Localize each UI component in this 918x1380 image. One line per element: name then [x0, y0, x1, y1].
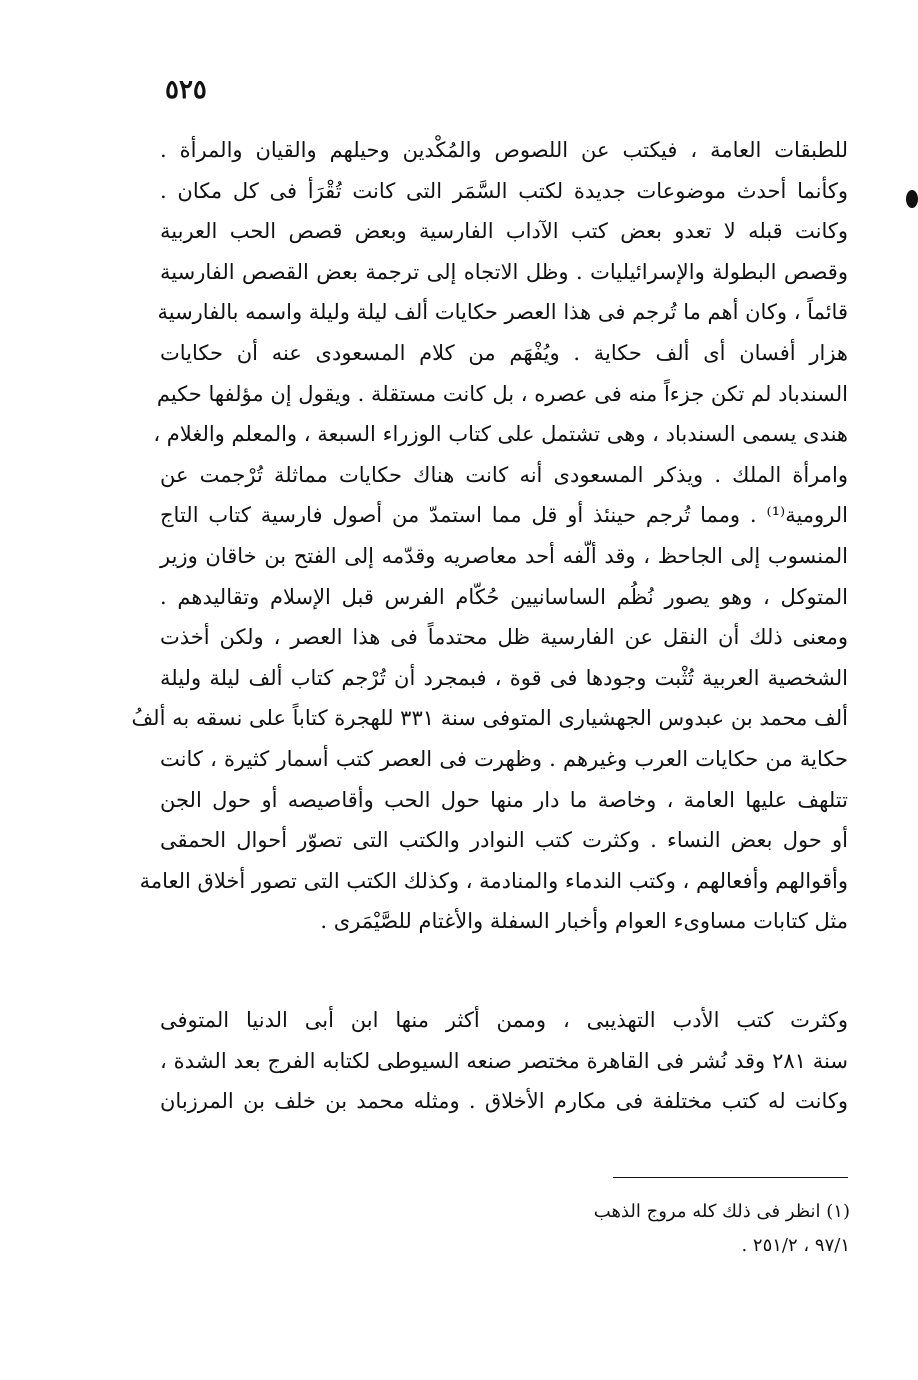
paragraph-2: [160, 1000, 848, 1122]
text-line: وأقوالهم وأفعالهم ، وكتب الندماء والمنادمة ، وكذلك الكتب التى تصور أخلاق العامة: [139, 868, 848, 893]
text-line: الشخصية العربية تُثْبت وجودها فى قوة ، فبمجرد أن تُرْجم كتاب ألف ليلة وليلة: [160, 665, 848, 690]
text-line: المتوكل ، وهو يصور نُظُم الساسانيين حُكّام الفرس قبل الإسلام وتقاليدهم .: [160, 584, 848, 609]
text-line: هندى يسمى السندباد ، وهى تشتمل على كتاب الوزراء السبعة ، والمعلم والغلام ،: [153, 422, 848, 447]
page-number: ٥٢٥: [165, 75, 207, 105]
text-line: وكأنما أحدث موضوعات جديدة لكتب السَّمَر التى كانت تُقْرَأ فى كل مكان .: [160, 178, 848, 203]
text-line: مثل كتابات مساوىء العوام وأخبار السفلة والأغتام للصَّيْمَرى .: [320, 909, 848, 934]
text-line: أو حول بعض النساء . وكثرت كتب النوادر والكتب التى تصوّر أحوال الحمقى: [160, 828, 848, 853]
paragraph-1: [131, 130, 848, 942]
footnote: [593, 1195, 850, 1263]
text-line: وكانت قبله لا تعدو بعض كتب الآداب الفارسية وبعض قصص الحب العربية: [160, 219, 848, 244]
text-line: قائماً ، وكان أهم ما تُرجم فى هذا العصر حكايات ألف ليلة وليلة واسمه بالفارسية: [157, 300, 848, 325]
footnote-line: ٩٧/١ ، ٢٥١/٢ .: [741, 1235, 850, 1256]
text-line: ألف محمد بن عبدوس الجهشيارى المتوفى سنة ٣٣١ للهجرة كتاباً على نسقه به ألفُ: [131, 706, 848, 731]
footnote-line: (١) انظر فى ذلك كله مروج الذهب: [593, 1201, 850, 1222]
text-line: الرومية⁽¹⁾ . ومما تُرجم حينئذ أو قل مما استمدّ من أصول فارسية كتاب التاج: [160, 503, 848, 528]
text-line: هزار أفسان أى ألف حكاية . ويُفْهَم من كلام المسعودى عنه أن حكايات: [160, 340, 848, 365]
text-line: وكثرت كتب الأدب التهذيبى ، وممن أكثر منها ابن أبى الدنيا المتوفى: [160, 1008, 848, 1032]
text-line: تتلهف عليها العامة ، وخاصة ما دار منها حول الحب وأقاصيصه أو حول الجن: [160, 787, 848, 812]
text-line: للطبقات العامة ، فيكتب عن اللصوص والمُكْدين وحيلهم والقيان والمرأة .: [160, 138, 848, 162]
text-line: المنسوب إلى الجاحظ ، وقد ألّفه أحد معاصريه وقدّمه إلى الفتح بن خاقان وزير: [160, 543, 848, 568]
text-line: وكانت له كتب مختلفة فى مكارم الأخلاق . ومثله محمد بن خلف بن المرزبان: [160, 1089, 848, 1114]
margin-mark: [906, 190, 918, 208]
text-line: حكاية من حكايات العرب وغيرهم . وظهرت فى العصر كتب أسمار كثيرة ، كانت: [160, 746, 848, 771]
text-line: ومعنى ذلك أن النقل عن الفارسية ظل محتدماً فى هذا العصر ، ولكن أخذت: [160, 625, 848, 650]
text-line: سنة ٢٨١ وقد نُشر فى القاهرة مختصر صنعه السيوطى لكتابه الفرج بعد الشدة ،: [160, 1048, 848, 1073]
text-line: السندباد لم تكن جزءاً منه فى عصره ، بل كانت مستقلة . ويقول إن مؤلفها حكيم: [156, 381, 848, 406]
text-line: وامرأة الملك . ويذكر المسعودى أنه كانت هناك حكايات مماثلة تُرْجمت عن: [160, 462, 848, 487]
footnote-divider: [613, 1177, 848, 1178]
text-line: وقصص البطولة والإسرائيليات . وظل الاتجاه إلى ترجمة بعض القصص الفارسية: [160, 259, 848, 284]
